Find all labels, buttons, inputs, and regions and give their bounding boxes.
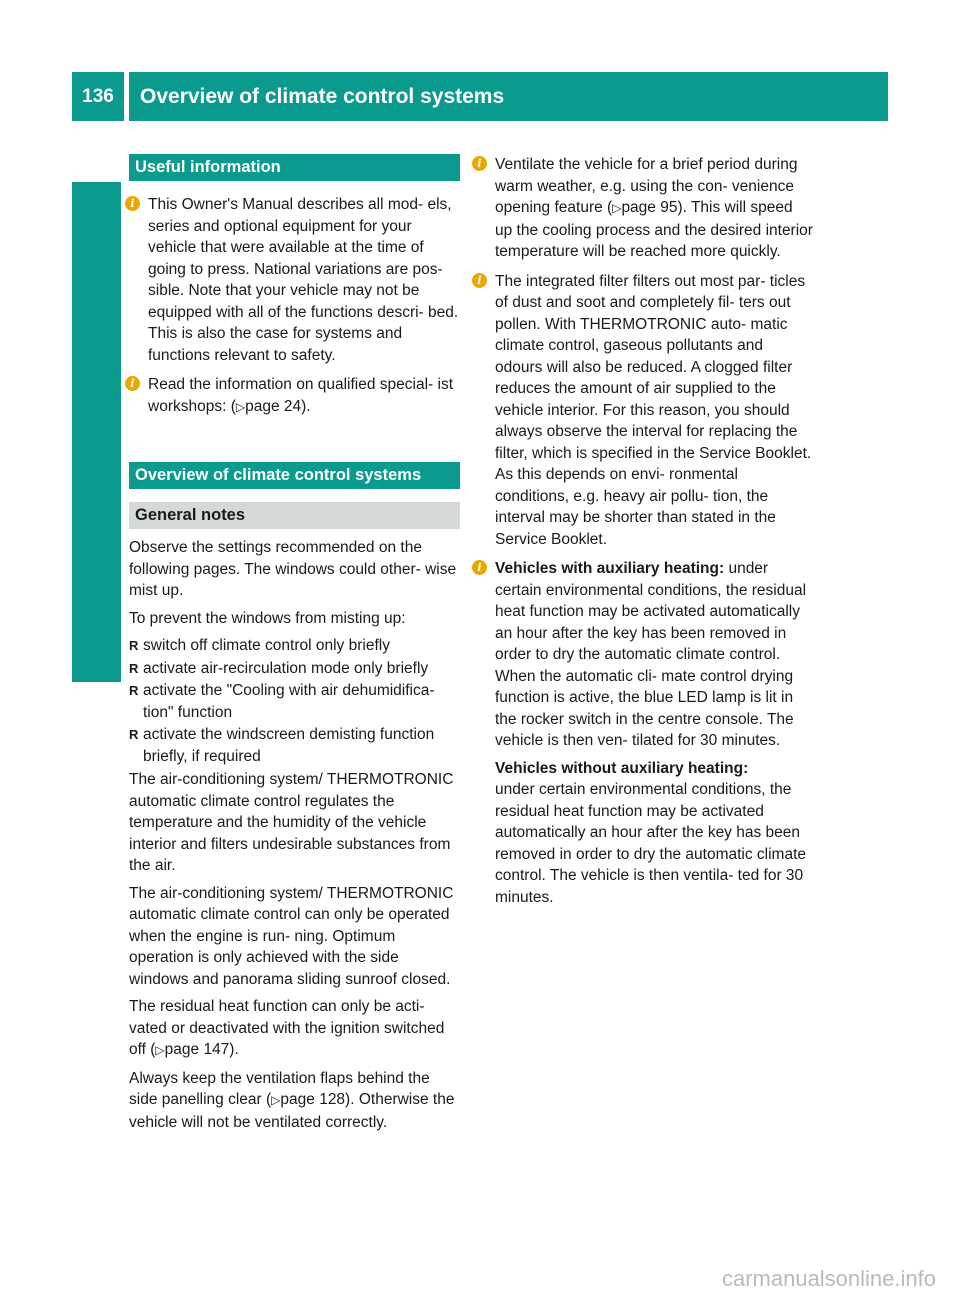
paragraph: Always keep the ventilation flaps behind the side panelling clear (▷page 128). Otherwise the vehicle will not be ventilated correctly. — [129, 1069, 455, 1131]
section-heading: Overview of climate control systems — [129, 462, 460, 489]
useful-information-heading: Useful information — [129, 154, 460, 181]
info-icon: i — [472, 156, 487, 171]
page-reference-link[interactable]: page 128). Otherwise the vehicle will not be ventilated correctly. — [129, 1091, 455, 1131]
bullet-icon: R — [129, 660, 139, 676]
info-icon: i — [472, 560, 487, 575]
page-reference-link[interactable]: page 147). — [164, 1041, 239, 1058]
info-note: i Vehicles with auxiliary heating: under certain environmental conditions, the residual heat function may be activated automatically an hour after the key has been removed in order to dry the automatic climate control. When the automatic cli- mate control drying function is active, the blue LED lamp is lit in the rocker switch in the centre console. The vehicle is then ven- tilated for 30 minutes. Vehicles without auxiliary heating: under certain environmental conditions, the residual heat function may be activated automatically an hour after the key has been removed in order to dry the automatic climate control. The vehicle is then ventila- ted for 30 minutes. — [476, 558, 814, 908]
page-reference-arrow-icon: ▷ — [612, 201, 622, 215]
bullet-list — [129, 635, 460, 767]
page-reference-arrow-icon: ▷ — [271, 1093, 281, 1107]
left-column — [129, 154, 460, 1139]
list-item: R activate the windscreen demisting function briefly, if required — [129, 726, 435, 765]
info-note — [129, 194, 460, 366]
info-sub-text: under certain environmental conditions, the residual heat function may be activated automatically an hour after the key has been removed in order to dry the automatic climate control. The vehicle is then ventila- ted for 30 minutes. — [495, 781, 806, 906]
info-text: Read the information on qualified special- ist workshops: ( — [148, 376, 454, 415]
page-reference-link[interactable]: page 95). This will speed up the cooling process and the desired interior temperature will be reached more quickly. — [495, 199, 813, 260]
info-icon: i — [472, 273, 487, 288]
paragraph: The residual heat function can only be acti- vated or deactivated with the ignition switched off (▷page 147). — [129, 998, 445, 1058]
bullet-icon: R — [129, 683, 139, 698]
paragraph: The air-conditioning system/ THERMOTRONIC automatic climate control can only be operated when the engine is run- ning. Optimum operation is only achieved with the side windows and panorama sliding sunroof closed. — [129, 884, 454, 988]
bullet-icon: R — [129, 727, 139, 742]
watermark: carmanualsonline.info — [721, 1266, 936, 1291]
page-number: 136 — [82, 85, 114, 107]
info-note: i Ventilate the vehicle for a brief period during warm weather, e.g. using the con- venience opening feature (▷page 95). This will speed up the cooling process and the desired interior temperature will be reached more quickly. — [476, 154, 814, 263]
page-title: Overview of climate control systems — [140, 84, 505, 108]
paragraph: Observe the settings recommended on the following pages. The windows could other- wise mist up. — [129, 539, 457, 599]
info-sub-lead: Vehicles without auxiliary heating: — [495, 759, 749, 777]
info-note — [129, 374, 460, 418]
header-divider — [124, 72, 129, 121]
page-reference-arrow-icon: ▷ — [235, 399, 246, 414]
list-item: R activate the "Cooling with air dehumidifica- tion" function — [129, 682, 435, 721]
info-icon: i — [125, 376, 140, 391]
info-text: The integrated filter filters out most par- ticles of dust and soot and completely fil- ters out pollen. With THERMOTRONIC auto- matic climate control, gaseous pollutants and odours will also be reduced. A clogged filter reduces the amount of air supplied to the vehicle interior. For this reason, you should always observe the interval for replacing the filter, which is specified in the Service Booklet. As this depends on envi- ronmental conditions, e.g. heavy air pollu- tion, the interval may be shorter than stated in the Service Booklet. — [495, 272, 812, 548]
info-lead: Vehicles with auxiliary heating: — [495, 560, 725, 577]
right-column — [476, 154, 814, 916]
page-reference-link[interactable]: page 24). — [245, 397, 311, 415]
info-note — [476, 271, 814, 551]
info-icon: i — [125, 196, 140, 211]
subsection-heading: General notes — [129, 502, 460, 529]
bullet-icon: R — [129, 638, 139, 653]
info-text: This Owner's Manual describes all mod- els, series and optional equipment for your vehicle that were available at the time of going to press. National variations are pos- sible. Note that your vehicle may not be equipped with all of the functions descri- bed. This is also the case for systems and functions relevant to safety. — [148, 196, 459, 364]
page-reference-arrow-icon: ▷ — [155, 1043, 165, 1057]
side-tab-label: Climate control — [84, 474, 109, 636]
paragraph: The air-conditioning system/ THERMOTRONIC automatic climate control regulates the temperature and the humidity of the vehicle interior and filters undesirable substances from the air. — [129, 771, 454, 874]
paragraph: To prevent the windows from misting up: — [129, 609, 406, 627]
list-item: R activate air-recirculation mode only briefly — [129, 658, 460, 680]
list-item: R switch off climate control only briefly — [129, 635, 460, 657]
